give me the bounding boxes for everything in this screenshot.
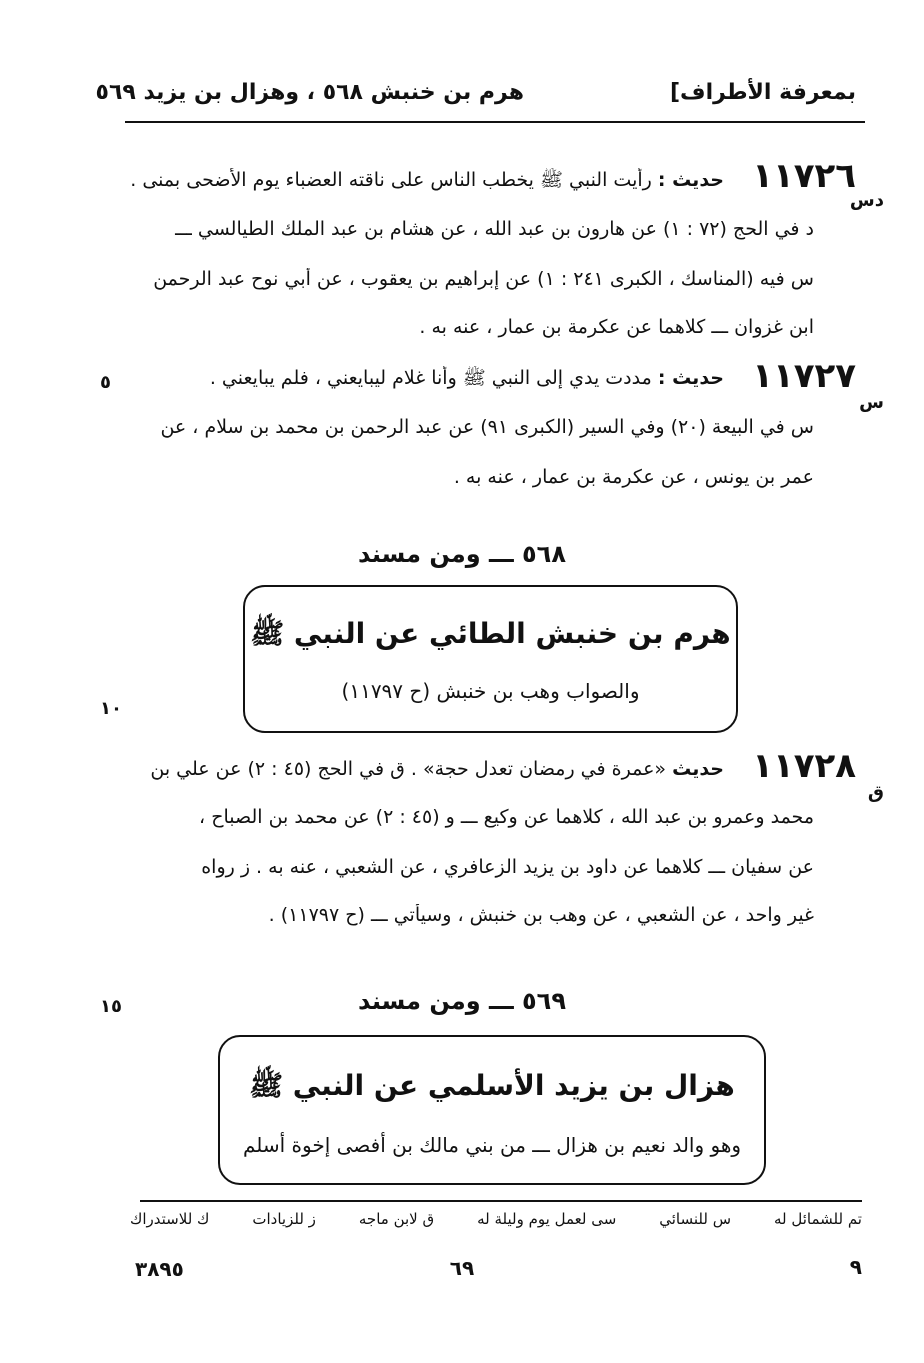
hadith-text-line xyxy=(120,758,724,780)
hadith-sigla: س xyxy=(859,392,884,413)
hadith-text-line: عن سفيان ـــ كلاهما عن داود بن يزيد الزعافري ، عن الشعبي ، عنه به . ز رواه xyxy=(201,856,814,878)
hadith-keyword: حديث : xyxy=(657,169,724,191)
hadith-keyword: حديث xyxy=(672,758,724,780)
legend-item: سى لعمل يوم وليلة له xyxy=(477,1210,617,1228)
running-header-subject: هرم بن خنبش ٥٦٨ ، وهزال بن يزيد ٥٦٩ xyxy=(95,80,524,105)
musnad-name-box xyxy=(218,1035,766,1185)
legend-item: ز للزيادات xyxy=(252,1210,316,1228)
section-title: ٥٦٩ ـــ ومن مسند xyxy=(358,987,566,1015)
hadith-text-line xyxy=(120,366,724,394)
musnad-name-box xyxy=(243,585,738,733)
margin-line-number: ١٥ xyxy=(100,996,122,1017)
hadith-text: رأيت النبي ﷺ يخطب الناس على ناقته العضباء يوم الأضحى بمنى . xyxy=(130,169,652,191)
section-title: ٥٦٨ ـــ ومن مسند xyxy=(358,540,566,568)
hadith-number: ١١٧٢٧ xyxy=(752,356,856,396)
musnad-note: والصواب وهب بن خنبش (ح ١١٧٩٧) xyxy=(341,679,640,703)
header-rule xyxy=(125,121,865,123)
musnad-note: وهو والد نعيم بن هزال ـــ من بني مالك بن أفصى إخوة أسلم xyxy=(242,1133,742,1157)
hadith-text-line: س فيه (المناسك ، الكبرى ٢٤١ : ١) عن إبراهيم بن يعقوب ، عن أبي نوح عبد الرحمن xyxy=(153,268,814,290)
hadith-text-line xyxy=(120,168,724,196)
legend-item: ق لابن ماجه xyxy=(358,1210,435,1228)
legend-item: تم للشمائل له xyxy=(773,1210,862,1228)
margin-line-number: ١٠ xyxy=(100,698,122,719)
musnad-name: هرم بن خنبش الطائي عن النبي ﷺ xyxy=(250,617,731,650)
hadith-text: «عمرة في رمضان تعدل حجة» . ق في الحج (٤٥ : ٢) عن علي بن xyxy=(150,758,667,780)
hadith-text-line: غير واحد ، عن الشعبي ، عن وهب بن خنبش ، وسيأتي ـــ (ح ١١٧٩٧) . xyxy=(268,904,814,926)
volume-number: ٩ xyxy=(849,1255,862,1279)
sigla-legend xyxy=(130,1210,862,1228)
legend-item: س للنسائي xyxy=(659,1210,732,1228)
hadith-sigla: ق xyxy=(867,782,884,803)
margin-line-number: ٥ xyxy=(100,372,111,393)
hadith-sigla: دس xyxy=(849,190,884,211)
footer-rule xyxy=(140,1200,862,1202)
running-header-title: بمعرفة الأطراف] xyxy=(669,80,856,105)
page-number: ٦٩ xyxy=(449,1256,475,1280)
hadith-text-line: محمد وعمرو بن عبد الله ، كلاهما عن وكيع ـــ و (٤٥ : ٢) عن محمد بن الصباح ، xyxy=(199,806,814,828)
hadith-text-line: ابن غزوان ـــ كلاهما عن عكرمة بن عمار ، عنه به . xyxy=(419,316,814,338)
hadith-text-line: عمر بن يونس ، عن عكرمة بن عمار ، عنه به . xyxy=(453,466,814,488)
cumulative-page-number: ٣٨٩٥ xyxy=(135,1257,184,1281)
hadith-number: ١١٧٢٨ xyxy=(752,746,856,786)
hadith-text-line: د في الحج (٧٢ : ١) عن هارون بن عبد الله ، عن هشام بن عبد الملك الطيالسي ـــ xyxy=(175,218,814,240)
hadith-keyword: حديث : xyxy=(657,367,724,389)
hadith-text: مددت يدي إلى النبي ﷺ وأنا غلام ليبايعني ، فلم يبايعني . xyxy=(209,367,652,389)
hadith-number: ١١٧٢٦ xyxy=(752,156,856,196)
legend-item: ك للاستدراك xyxy=(130,1210,210,1228)
hadith-text-line: س في البيعة (٢٠) وفي السير (الكبرى ٩١) عن عبد الرحمن بن محمد بن سلام ، عن xyxy=(160,416,814,438)
musnad-name: هزال بن يزيد الأسلمي عن النبي ﷺ xyxy=(249,1069,735,1102)
